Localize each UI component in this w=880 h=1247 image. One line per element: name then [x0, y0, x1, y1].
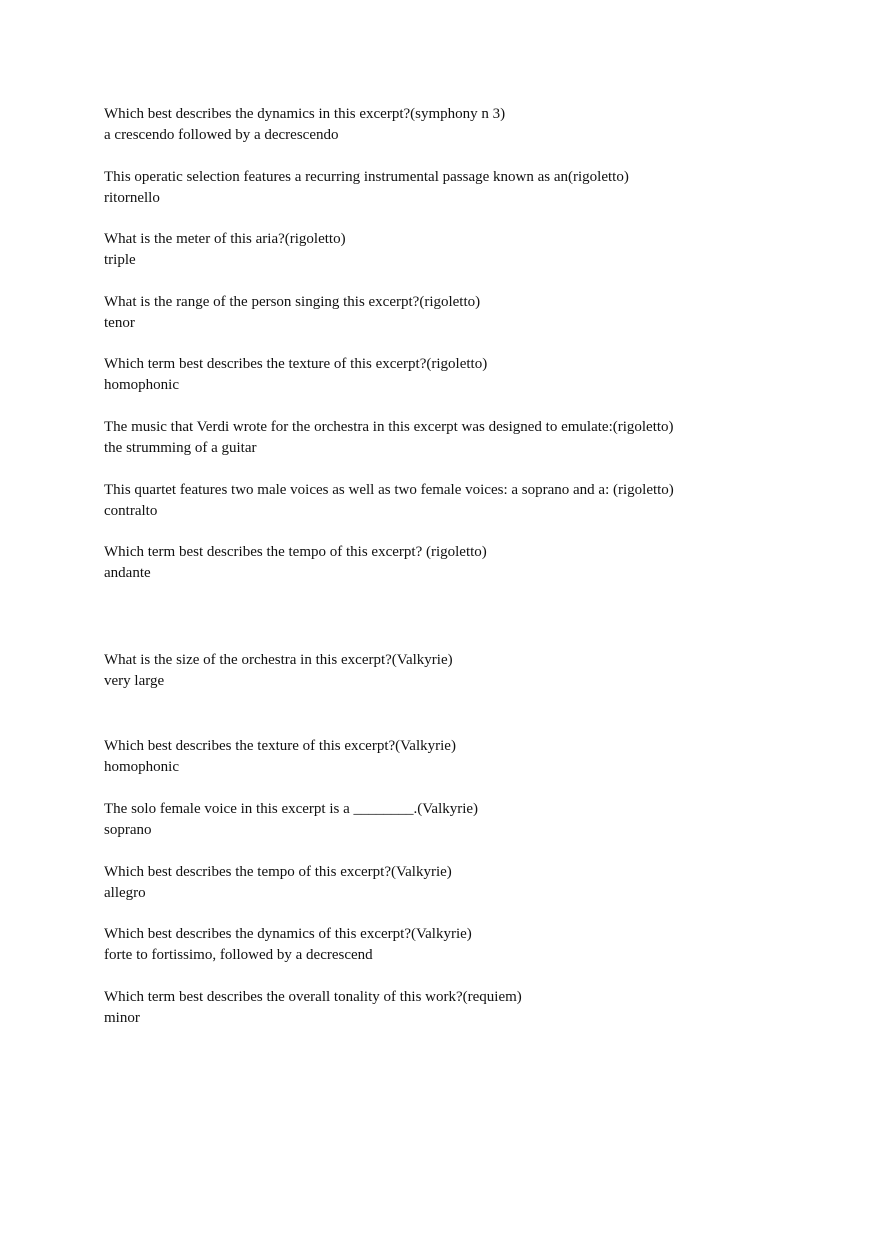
answer-text: homophonic — [104, 759, 179, 775]
qa-item — [104, 292, 824, 334]
qa-item — [104, 229, 824, 271]
qa-item — [104, 862, 824, 904]
question-text: The solo female voice in this excerpt is a ________.(Valkyrie) — [104, 801, 479, 817]
answer-text: contralto — [104, 503, 158, 519]
qa-item — [104, 987, 824, 1029]
question-text: Which best describes the texture of this excerpt?(Valkyrie) — [104, 738, 456, 754]
qa-item — [104, 736, 824, 778]
qa-item — [104, 924, 824, 966]
answer-text: ritornello — [104, 190, 160, 206]
qa-item — [104, 354, 824, 396]
question-text: Which term best describes the tempo of this excerpt? (rigoletto) — [104, 544, 487, 560]
question-text: This operatic selection features a recurring instrumental passage known as an(rigoletto) — [104, 169, 629, 185]
qa-item — [104, 542, 824, 584]
qa-item — [104, 417, 824, 459]
qa-item — [104, 650, 824, 692]
question-text: What is the size of the orchestra in this excerpt?(Valkyrie) — [104, 652, 453, 668]
question-text: Which best describes the dynamics of this excerpt?(Valkyrie) — [104, 926, 472, 942]
question-text: Which term best describes the overall tonality of this work?(requiem) — [104, 989, 522, 1005]
answer-text: triple — [104, 252, 136, 268]
qa-item — [104, 799, 824, 841]
answer-text: allegro — [104, 885, 146, 901]
qa-item — [104, 104, 824, 146]
answer-text: andante — [104, 565, 151, 581]
qa-item — [104, 480, 824, 522]
qa-item — [104, 167, 824, 209]
answer-text: forte to fortissimo, followed by a decrescend — [104, 947, 373, 963]
answer-text: a crescendo followed by a decrescendo — [104, 127, 339, 143]
answer-text: minor — [104, 1010, 140, 1026]
question-text: This quartet features two male voices as well as two female voices: a soprano and a: (rigoletto) — [104, 482, 674, 498]
answer-text: soprano — [104, 822, 152, 838]
answer-text: homophonic — [104, 377, 179, 393]
answer-text: the strumming of a guitar — [104, 440, 257, 456]
question-text: The music that Verdi wrote for the orchestra in this excerpt was designed to emulate:(rigoletto) — [104, 419, 674, 435]
answer-text: very large — [104, 673, 165, 689]
question-text: What is the range of the person singing this excerpt?(rigoletto) — [104, 294, 481, 310]
question-text: What is the meter of this aria?(rigoletto) — [104, 231, 346, 247]
answer-text: tenor — [104, 315, 135, 331]
question-text: Which best describes the dynamics in this excerpt?(symphony n 3) — [104, 106, 506, 122]
question-text: Which term best describes the texture of this excerpt?(rigoletto) — [104, 356, 488, 372]
question-text: Which best describes the tempo of this excerpt?(Valkyrie) — [104, 864, 452, 880]
